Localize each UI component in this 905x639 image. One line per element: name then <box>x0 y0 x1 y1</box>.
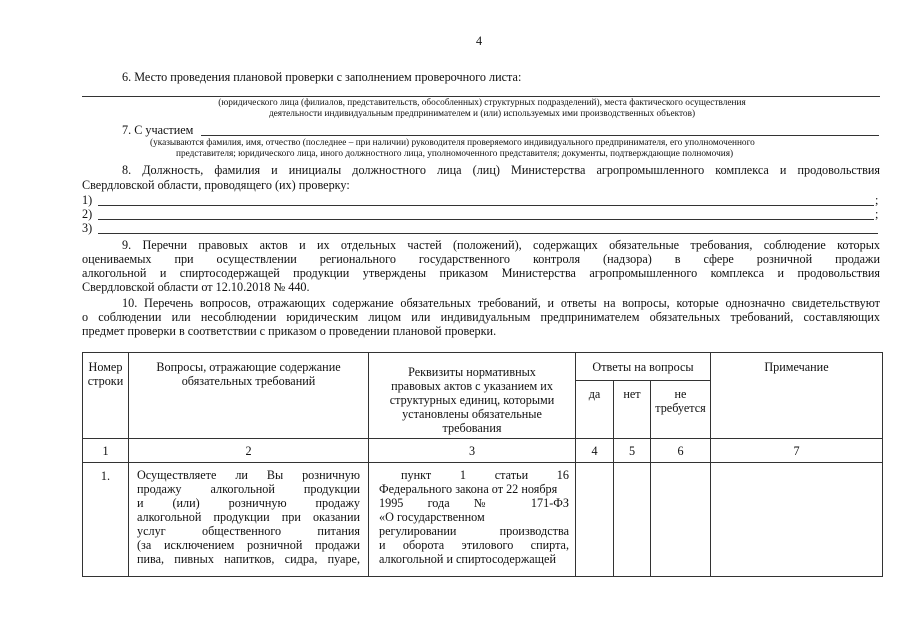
header-row-number <box>83 353 129 439</box>
row-1-question-l6: (за исключением розничной продажи <box>137 538 360 552</box>
header-no <box>614 381 651 439</box>
header-requisites-l1: Реквизиты нормативных <box>408 365 536 379</box>
item10-line2: о соблюдении или несоблюдении юридическим лицом или индивидуальным предпринимателем обязательных требований, составляющих <box>82 310 880 324</box>
item10-line3: предмет проверки в соответствии с приказом о проведении плановой проверки. <box>82 324 497 338</box>
row-1-question-l3: и (или) розничную продажу <box>137 496 360 510</box>
officer-row-3-line[interactable] <box>98 233 878 234</box>
header-row-number-l2: строки <box>87 374 124 388</box>
header-answers-text: Ответы на вопросы <box>592 360 694 374</box>
row-1-answer-yes[interactable] <box>576 463 614 577</box>
header-not-required-l1: не <box>674 387 687 401</box>
row-1-question <box>129 463 369 577</box>
item6-hint1: (юридического лица (филиалов, представительств, обособленных) структурных подразделений), места фактического осуществления <box>218 98 746 108</box>
item9-line3: алкогольной и спиртосодержащей продукции утверждены приказом Министерства агропромышленного комплекса и продовольствия <box>82 266 880 280</box>
header-yes-text: да <box>588 387 601 401</box>
column-number-row <box>83 439 883 463</box>
item9-line1: 9. Перечни правовых актов и их отдельных частей (положений), содержащих обязательные требования, соблюдение которых <box>122 238 880 252</box>
row-1-req-l4: «О государственном <box>379 510 485 524</box>
officer-row-2-line[interactable] <box>98 219 874 220</box>
officer-row-1-end: ; <box>875 193 879 207</box>
col-number-4-text: 4 <box>591 444 598 458</box>
checklist-table <box>82 352 883 577</box>
row-1-question-l2: продажу алкогольной продукции <box>137 482 360 496</box>
row-1-question-l7: пива, пивных напитков, сидра, пуаре, <box>137 552 360 566</box>
item9-line2: оцениваемых при осуществлении регионального государственного контроля (надзора) в сфере розничной продажи <box>82 252 880 266</box>
col-number-2-text: 2 <box>245 444 252 458</box>
col-number-6 <box>651 439 711 463</box>
header-questions <box>129 353 369 439</box>
row-1-number <box>83 463 129 577</box>
table-row <box>83 463 883 577</box>
officer-row-1-line[interactable] <box>98 205 874 206</box>
row-1-req-l2: Федерального закона от 22 ноября <box>379 482 558 496</box>
col-number-5 <box>614 439 651 463</box>
header-requisites-l4: установлены обязательные <box>402 407 542 421</box>
item6-hint2: деятельности индивидуальным предпринимателем и (или) используемых ими производственных объектов) <box>268 109 696 119</box>
header-requisites-l2: правовых актов с указанием их <box>391 379 553 393</box>
row-1-answer-not-required[interactable] <box>651 463 711 577</box>
item6-fill-line[interactable] <box>82 96 880 97</box>
header-note <box>711 353 883 439</box>
item6-label: 6. Место проведения плановой проверки с заполнением проверочного листа: <box>122 70 522 84</box>
col-number-5-text: 5 <box>628 444 636 458</box>
col-number-2 <box>129 439 369 463</box>
col-number-6-text: 6 <box>677 444 684 458</box>
row-1-req-l3: 1995 года № 171-ФЗ <box>379 496 569 510</box>
row-1-req-l5: регулировании производства <box>379 524 569 538</box>
row-1-question-l5: услуг общественного питания <box>137 524 360 538</box>
header-questions-l2: обязательных требований <box>181 374 316 388</box>
header-questions-l1: Вопросы, отражающие содержание <box>156 360 341 374</box>
row-1-req-l1: пункт 1 статьи 16 <box>401 468 569 482</box>
row-1-note[interactable] <box>711 463 883 577</box>
row-1-requisites <box>369 463 576 577</box>
header-not-required <box>651 381 711 439</box>
header-requisites <box>369 353 576 439</box>
item8-line2: Свердловской области, проводящего (их) проверку: <box>82 178 350 192</box>
officer-row-3-num: 3) <box>82 221 93 235</box>
row-1-number-text: 1. <box>100 469 111 483</box>
col-number-1 <box>83 439 129 463</box>
header-requisites-l3: структурных единиц, которыми <box>389 393 555 407</box>
header-requisites-l5: требования <box>442 421 502 435</box>
item8-line1: 8. Должность, фамилия и инициалы должностного лица (лиц) Министерства агропромышленного комплекса и продовольствия <box>122 163 880 177</box>
header-no-text: нет <box>623 387 641 401</box>
row-1-req-l6: и оборота этилового спирта, <box>379 538 569 552</box>
row-1-question-l4: алкогольной продукции при оказании <box>137 510 360 524</box>
header-yes <box>576 381 614 439</box>
page-number: 4 <box>476 34 483 48</box>
col-number-4 <box>576 439 614 463</box>
officer-row-2-num: 2) <box>82 207 93 221</box>
row-1-req-l7: алкогольной и спиртосодержащей <box>379 552 556 566</box>
header-row-number-l1: Номер <box>88 360 123 374</box>
col-number-1-text: 1 <box>102 444 109 458</box>
item7-hint1: (указываются фамилия, имя, отчество (последнее – при наличии) руководителя проверяемого индивидуального предпринимателя, его уполномоченного <box>150 138 755 148</box>
officer-row-2-end: ; <box>875 207 879 221</box>
row-1-answer-no[interactable] <box>614 463 651 577</box>
header-note-text: Примечание <box>764 360 829 374</box>
item7-label: 7. С участием <box>122 123 194 137</box>
item7-hint2: представителя; юридического лица, иного должностного лица, уполномоченного представителя; документы, подтверждающие полномочия) <box>176 149 734 159</box>
item10-line1: 10. Перечень вопросов, отражающих содержание обязательных требований, и ответы на вопросы, которые однозначно свидетельствуют <box>122 296 880 310</box>
header-answers <box>576 353 711 381</box>
item7-fill-line[interactable] <box>201 135 879 136</box>
col-number-3-text: 3 <box>468 444 476 458</box>
col-number-3 <box>369 439 576 463</box>
officer-row-1-num: 1) <box>82 193 93 207</box>
item9-line4: Свердловской области от 12.10.2018 № 440. <box>82 280 310 294</box>
row-1-question-l1: Осуществляете ли Вы розничную <box>137 468 360 482</box>
header-not-required-l2: требуется <box>655 401 706 415</box>
col-number-7 <box>711 439 883 463</box>
col-number-7-text: 7 <box>793 444 800 458</box>
